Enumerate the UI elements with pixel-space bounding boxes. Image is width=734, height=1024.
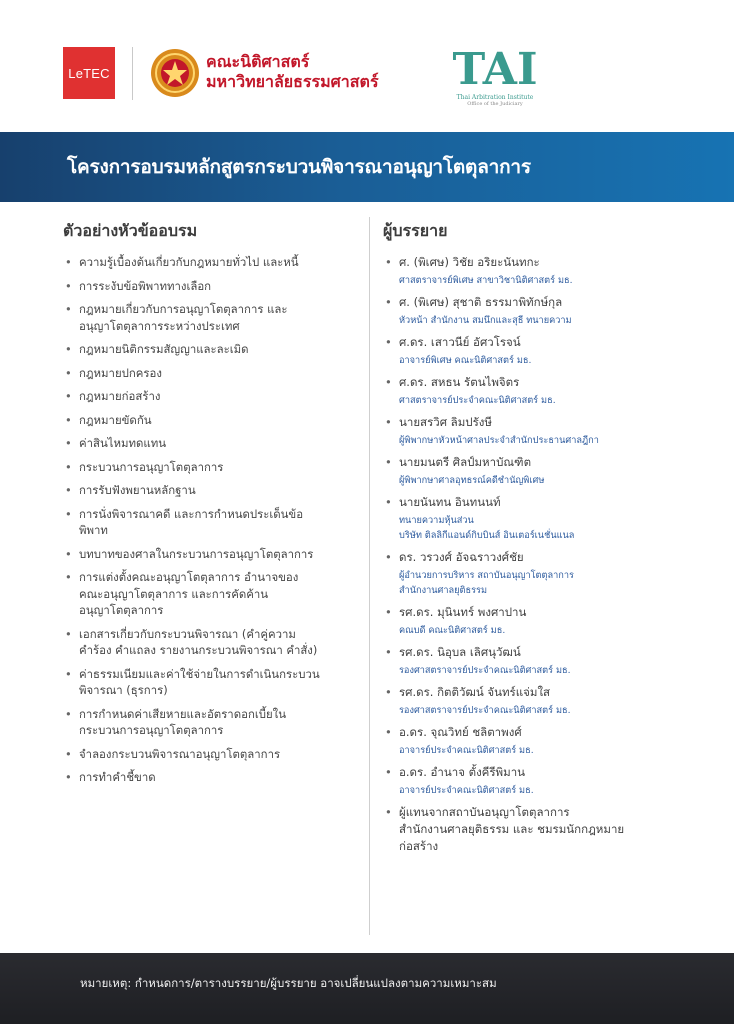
lecturer-name: • ศ. (พิเศษ) สุชาติ ธรรมาพิทักษ์กุล — [399, 295, 563, 309]
topic-text: คณะอนุญาโตตุลาการ และการคัดค้าน — [79, 586, 269, 601]
footer-note: หมายเหตุ: กำหนดการ/ตารางบรรยาย/ผู้บรรยาย อาจเปลี่ยนแปลงตามความเหมาะสม — [80, 976, 497, 990]
lecturer-position: คณบดี คณะนิติศาสตร์ มธ. — [399, 625, 506, 636]
topic-item — [63, 412, 365, 429]
lecturer-name: สำนักงานศาลยุติธรรม และ ชมรมนักกฎหมาย — [399, 822, 625, 836]
topic-text: • กฎหมายนิติกรรมสัญญาและละเมิด — [79, 342, 249, 356]
lecturer-item — [383, 454, 673, 488]
lecturer-name: • นายนันทน อินทนนท์ — [399, 495, 501, 509]
topic-text: พิจารณา (ธุรการ) — [79, 683, 168, 697]
topic-text: อนุญาโตตุลาการระหว่างประเทศ — [79, 318, 240, 333]
topic-text: • การรับฟังพยานหลักฐาน — [79, 483, 196, 497]
lecturer-name: • นายมนตรี ศิลป์มหาบัณฑิต — [399, 455, 532, 469]
topic-item — [63, 706, 365, 739]
footer-bar — [0, 953, 734, 1024]
lecturer-item — [383, 684, 673, 718]
title-banner — [0, 132, 734, 202]
topic-text: • กระบวนการอนุญาโตตุลาการ — [79, 459, 224, 474]
faculty-line-1: คณะนิติศาสตร์ — [206, 52, 310, 71]
topic-item — [63, 301, 365, 334]
topic-item — [63, 769, 365, 786]
tai-logo-text: TAI — [452, 44, 538, 92]
topic-item — [63, 482, 365, 499]
topic-item — [63, 388, 365, 405]
lecturer-item — [383, 494, 673, 543]
topic-item — [63, 746, 365, 763]
topics-list — [63, 254, 365, 786]
lecturer-item — [383, 764, 673, 798]
lecturer-name: • ดร. วรวงศ์ อัจฉราวงศ์ชัย — [399, 550, 524, 564]
topic-text: • กฎหมายขัดกัน — [79, 412, 152, 427]
topics-column — [63, 218, 365, 793]
topic-text: • กฎหมายเกี่ยวกับการอนุญาโตตุลาการ และ — [79, 302, 288, 316]
tai-logo-mark — [445, 40, 545, 92]
page-title: โครงการอบรมหลักสูตรกระบวนพิจารณาอนุญาโตตุลาการ — [67, 156, 531, 178]
column-divider — [369, 217, 370, 935]
lecturer-name: • นายสรวิศ ลิมปรังษี — [399, 415, 492, 429]
topic-text: • บทบาทของศาลในกระบวนการอนุญาโตตุลาการ — [79, 546, 314, 561]
topic-item — [63, 254, 365, 271]
tai-name: Thai Arbitration Institute — [456, 94, 534, 101]
topics-heading: ตัวอย่างหัวข้ออบรม — [63, 221, 198, 240]
lecturers-list — [383, 254, 673, 855]
topic-text: • การนั่งพิจารณาคดี และการกำหนดประเด็นข้อ — [79, 506, 304, 521]
lecturers-column — [383, 218, 673, 861]
lecturer-position: บริษัท ติลลิกีแอนด์กิบบินส์ อินเตอร์เนชั่นแนล — [399, 530, 575, 541]
topic-item — [63, 666, 365, 699]
topic-item — [63, 435, 365, 452]
faculty-name — [206, 52, 379, 92]
lecturer-name: • ศ.ดร. เสาวนีย์ อัศวโรจน์ — [399, 335, 521, 349]
lecturer-name: • รศ.ดร. นิอุบล เลิศนุวัฒน์ — [399, 645, 521, 659]
lecturer-name: • รศ.ดร. กิตติวัฒน์ จันทร์แจ่มใส — [399, 685, 551, 699]
lecturer-item — [383, 804, 673, 855]
topic-text: • กฎหมายปกครอง — [79, 365, 162, 380]
topic-item — [63, 341, 365, 358]
lecturer-name: • ศ. (พิเศษ) วิชัย อริยะนันทกะ — [399, 255, 540, 269]
topic-item — [63, 278, 365, 295]
letec-logo: LeTEC — [63, 47, 115, 99]
topic-item — [63, 506, 365, 539]
topic-item — [63, 459, 365, 476]
lecturer-position: ผู้พิพากษาหัวหน้าศาลประจำสำนักประธานศาลฎีกา — [399, 435, 599, 446]
lecturer-position: หัวหน้า สำนักงาน สมนึกและสุธี ทนายความ — [399, 315, 572, 326]
lecturer-item — [383, 414, 673, 448]
university-line: มหาวิทยาลัยธรรมศาสตร์ — [206, 72, 379, 91]
topic-item — [63, 546, 365, 563]
thammasat-seal-icon — [150, 48, 200, 98]
lecturer-item — [383, 254, 673, 288]
lecturer-position: ผู้พิพากษาศาลอุทธรณ์คดีชำนัญพิเศษ — [399, 475, 545, 486]
topic-item — [63, 569, 365, 619]
lecturer-item — [383, 604, 673, 638]
lecturer-position: รองศาสตราจารย์ประจำคณะนิติศาสตร์ มธ. — [399, 705, 571, 716]
topic-text: • ค่าธรรมเนียมและค่าใช้จ่ายในการดำเนินกระบวน — [79, 666, 320, 681]
lecturer-name: • ศ.ดร. สหธน รัตนไพจิตร — [399, 375, 520, 389]
topic-text: • การระงับข้อพิพาททางเลือก — [79, 278, 212, 293]
topic-text: • การแต่งตั้งคณะอนุญาโตตุลาการ อำนาจของ — [79, 570, 299, 584]
lecturer-item — [383, 334, 673, 368]
lecturer-name: ก่อสร้าง — [399, 839, 439, 853]
lecturer-item — [383, 644, 673, 678]
tai-subtitle: Office of the Judiciary — [467, 101, 523, 107]
lecturer-item — [383, 549, 673, 598]
lecturer-item — [383, 294, 673, 328]
lecturer-position: อาจารย์พิเศษ คณะนิติศาสตร์ มธ. — [399, 355, 532, 366]
lecturer-item — [383, 374, 673, 408]
topic-text: • เอกสารเกี่ยวกับกระบวนพิจารณา (คำคู่ความ — [79, 626, 296, 641]
lecturer-position: ศาสตราจารย์พิเศษ สาขาวิชานิติศาสตร์ มธ. — [399, 275, 573, 286]
topic-text: • ความรู้เบื้องต้นเกี่ยวกับกฎหมายทั่วไป และหนี้ — [79, 255, 299, 269]
topic-item — [63, 365, 365, 382]
topic-text: • การทำคำชี้ขาด — [79, 770, 156, 784]
lecturer-name: • ผู้แทนจากสถาบันอนุญาโตตุลาการ — [399, 805, 570, 819]
tai-logo — [440, 40, 550, 107]
topic-text: อนุญาโตตุลาการ — [79, 603, 164, 617]
topic-text: • กฎหมายก่อสร้าง — [79, 389, 161, 403]
lecturers-heading: ผู้บรรยาย — [383, 221, 448, 240]
lecturer-name: • อ.ดร. อำนาจ ตั้งคีรีพิมาน — [399, 765, 526, 779]
lecturer-item — [383, 724, 673, 758]
topic-text: คำร้อง คำแถลง รายงานกระบวนพิจารณา คำสั่ง) — [79, 643, 318, 657]
lecturer-position: ผู้อำนวยการบริหาร สถาบันอนุญาโตตุลาการ — [399, 570, 574, 581]
lecturer-position: สำนักงานศาลยุติธรรม — [399, 585, 488, 596]
lecturer-position: ศาสตราจารย์ประจำคณะนิติศาสตร์ มธ. — [399, 395, 556, 406]
topic-text: พิพาท — [79, 523, 108, 537]
lecturer-position: ทนายความหุ้นส่วน — [399, 515, 474, 526]
topic-text: • การกำหนดค่าเสียหายและอัตราดอกเบี้ยใน — [79, 706, 286, 721]
lecturer-position: รองศาสตราจารย์ประจำคณะนิติศาสตร์ มธ. — [399, 665, 571, 676]
topic-text: • จำลองกระบวนพิจารณาอนุญาโตตุลาการ — [79, 746, 281, 761]
lecturer-position: อาจารย์ประจำคณะนิติศาสตร์ มธ. — [399, 785, 534, 796]
lecturer-name: • อ.ดร. จุณวิทย์ ชลิตาพงศ์ — [399, 725, 522, 739]
lecturer-position: อาจารย์ประจำคณะนิติศาสตร์ มธ. — [399, 745, 534, 756]
topic-item — [63, 626, 365, 659]
logo-divider — [132, 47, 133, 100]
topic-text: กระบวนการอนุญาโตตุลาการ — [79, 723, 224, 737]
lecturer-name: • รศ.ดร. มุนินทร์ พงศาปาน — [399, 605, 527, 619]
topic-text: • ค่าสินไหมทดแทน — [79, 436, 167, 450]
